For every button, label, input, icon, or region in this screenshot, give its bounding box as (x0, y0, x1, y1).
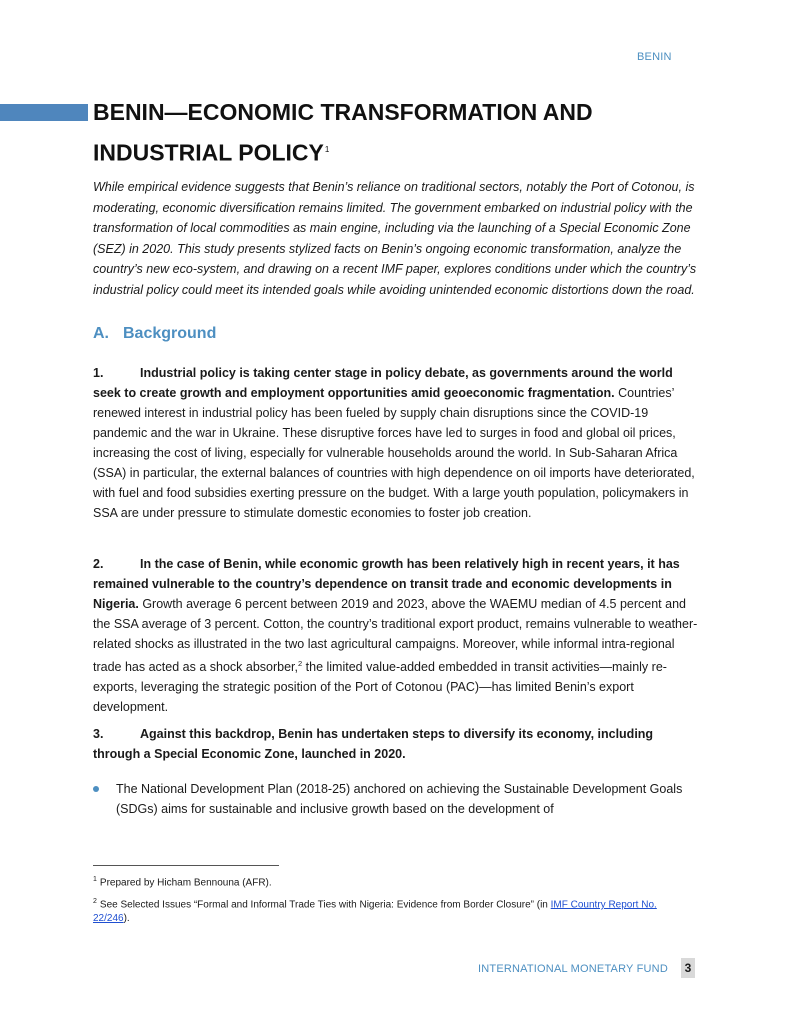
abstract: While empirical evidence suggests that Benin’s reliance on traditional sectors, notably the Port of Cotonou, is moderating, economic diversification remains limited. The government embarked on industrial policy with the transformation of local commodities as main engine, including via the launching of a Special Economic Zone (SEZ) in 2020. This study presents stylized facts on Benin’s ongoing economic transformation, analyze the country’s new eco-system, and drawing on a recent IMF paper, explores conditions under which the country’s industrial policy could meet its intended goals while avoiding unintended economic distortions down the road. (93, 180, 697, 297)
footnote-text: Prepared by Hicham Bennouna (AFR). (99, 877, 272, 889)
paragraph-number: 3. (93, 727, 104, 741)
paragraph-lead: Industrial policy is taking center stage in policy debate, as governments around the world seek to create growth and employment opportunities amid geoeconomic fragmentation. (93, 366, 673, 400)
footer-organization: INTERNATIONAL MONETARY FUND (478, 963, 668, 975)
paragraph-lead: Against this backdrop, Benin has undertaken steps to diversify its economy, including through a Special Economic Zone, launched in 2020. (93, 727, 654, 761)
page-number: 3 (681, 958, 695, 978)
footnote-number: 1 (93, 876, 97, 883)
footnote-tail: ). (123, 913, 130, 925)
list-item (93, 779, 703, 819)
bullet-dot-icon (93, 786, 99, 792)
paragraph-body: Countries’ renewed interest in industrial policy has been fueled by supply chain disruptions since the COVID-19 pandemic and the war in Ukraine. These disruptive forces have led to surges in food and global oil prices, increasing the cost of living, especially for vulnerable households around the world. In Sub-Saharan Africa (SSA) in particular, the external balances of countries with high dependence on oil imports have deteriorated, with fuel and food subsidies exerting pressure on the budget. With a large youth population, policymakers in SSA are under pressure to stimulate domestic economies to foster job creation. (93, 386, 695, 520)
paragraph-2 (93, 554, 703, 717)
page-title-text: BENIN—ECONOMIC TRANSFORMATION AND INDUSTRIAL POLICY (93, 99, 593, 166)
footnote-ref-2[interactable]: 2 (298, 659, 303, 668)
title-accent-bar (0, 104, 88, 121)
running-head: BENIN (637, 51, 672, 63)
title-footnote-mark[interactable]: 1 (324, 145, 330, 154)
paragraph-body-cont: the limited value-added embedded in transit activities—mainly re-exports, leveraging the strategic position of the Port of Cotonou (PAC)—has limited Benin’s export development. (93, 660, 667, 715)
paragraph-body: Growth average 6 percent between 2019 and 2023, above the WAEMU median of 4.5 percent and the SSA average of 3 percent. Cotton, the country’s traditional export product, remains vulnerable to weather-related shocks as illustrated in the two last agricultural campaigns. Moreover, while informal intra-regional trade has acted as a shock absorber, (93, 597, 698, 675)
section-title: Background (123, 325, 217, 342)
page-title (93, 94, 713, 172)
paragraph-3 (93, 724, 703, 764)
paragraph-number: 2. (93, 557, 104, 571)
paragraph-number: 1. (93, 366, 104, 380)
list-item-text: The National Development Plan (2018-25) anchored on achieving the Sustainable Development Goals (SDGs) aims for sustainable and inclusive growth based on the development of (116, 782, 683, 816)
footnote-2 (93, 895, 693, 926)
footnote-1 (93, 873, 693, 890)
footnote-text: See Selected Issues “Formal and Informal Trade Ties with Nigeria: Evidence from Border Closure” (in (99, 899, 551, 911)
paragraph-lead: In the case of Benin, while economic growth has been relatively high in recent years, it has remained vulnerable to the country’s dependence on transit trade and economic developments in Nigeria. (93, 557, 680, 611)
section-letter: A. (93, 325, 109, 342)
footnote-number: 2 (93, 898, 97, 905)
footnote-divider (93, 865, 279, 866)
section-heading (93, 325, 216, 343)
paragraph-1 (93, 363, 703, 523)
imf-country-report-link[interactable]: IMF Country Report No. 22/246 (93, 899, 657, 925)
